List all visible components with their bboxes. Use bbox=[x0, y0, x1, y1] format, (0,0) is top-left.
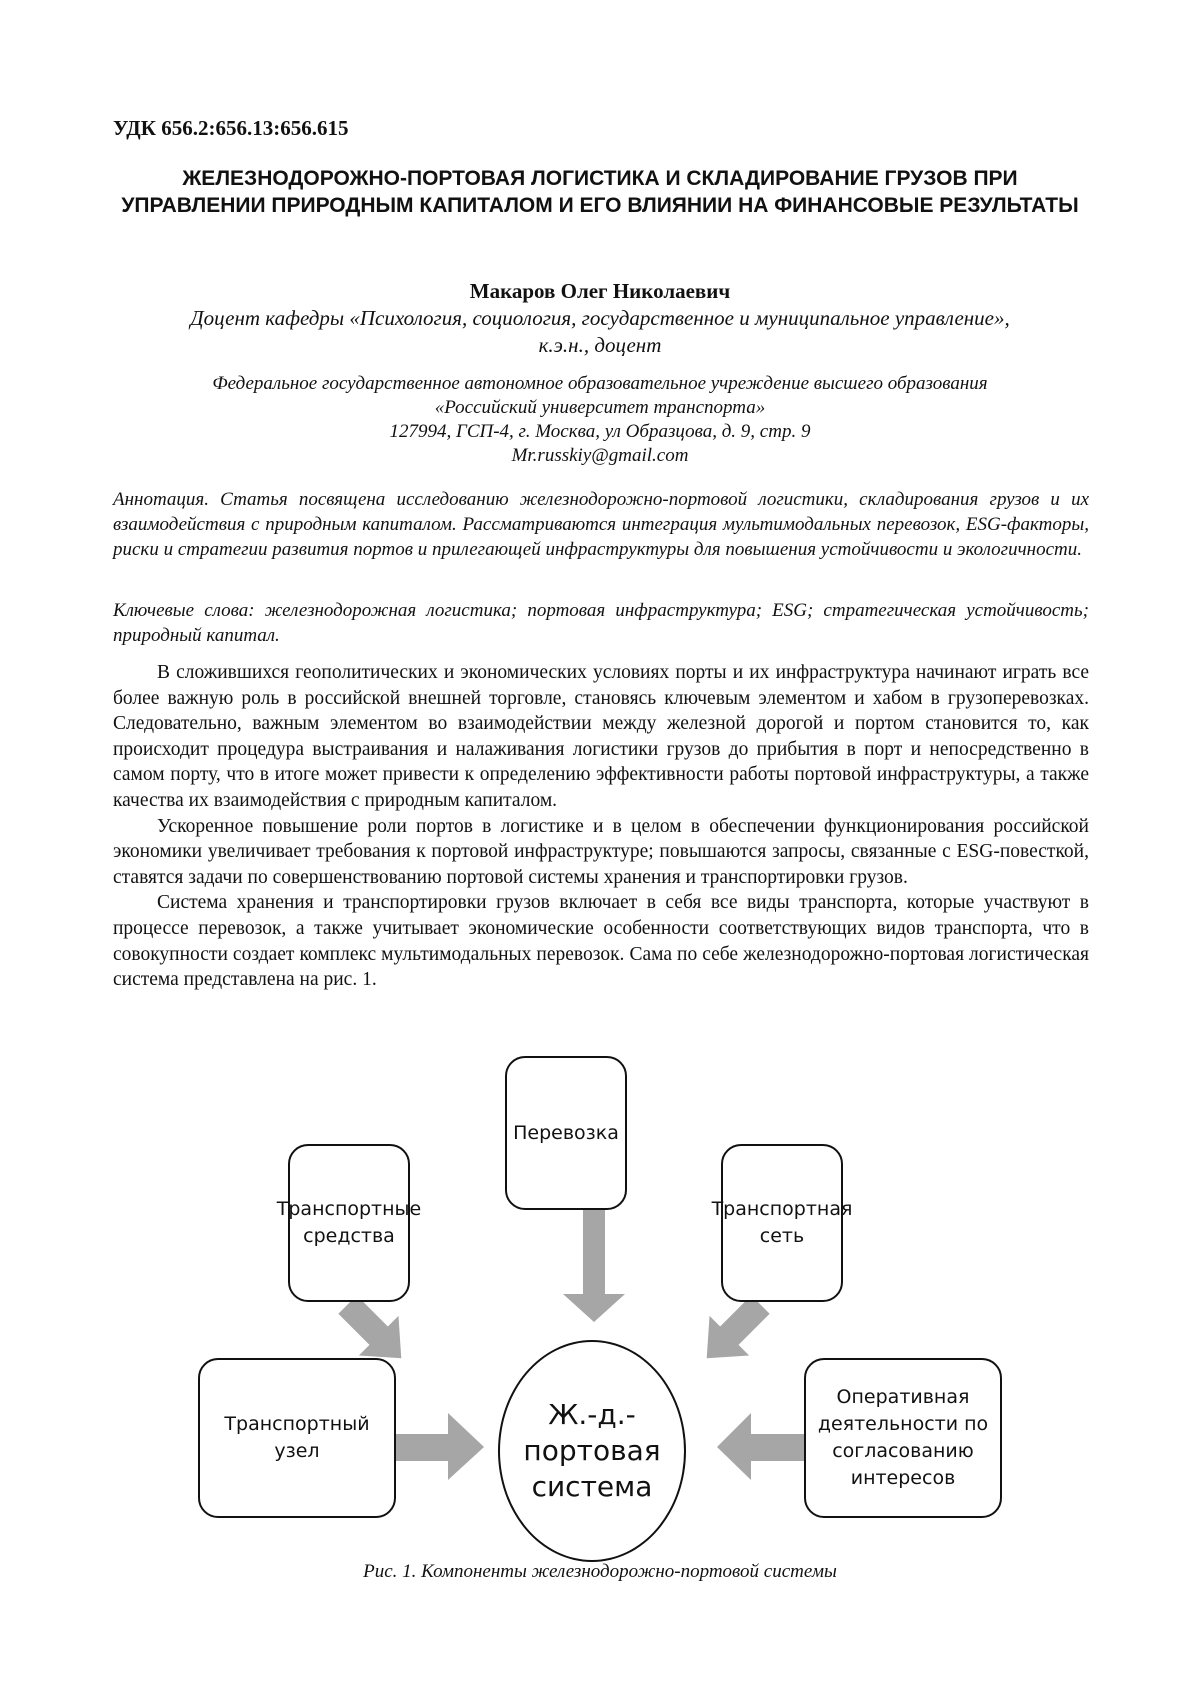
box-label: Оперативная bbox=[836, 1386, 970, 1408]
box-label: Перевозка bbox=[513, 1121, 619, 1144]
figure-caption: Рис. 1. Компоненты железнодорожно-портовой системы bbox=[363, 1561, 837, 1582]
box-label: Транспортный bbox=[224, 1413, 370, 1435]
center-label: система bbox=[531, 1470, 653, 1503]
box-label: согласованию bbox=[832, 1440, 974, 1462]
affiliation bbox=[110, 372, 1090, 468]
author-position-line: Доцент кафедры «Психология, социология, государственное и муниципальное управление», bbox=[190, 306, 1010, 330]
paragraph: Система хранения и транспортировки грузов включает в себя все виды транспорта, которые участвуют в процессе перевозок, а также учитывает экономические особенности соответствующих видов транспорта, что в совокупности создает комплекс мультимодальных перевозок. Сама по себе железнодорожно-портовая логистическая система представлена на рис. 1. bbox=[113, 892, 1089, 991]
box-label: деятельности по bbox=[817, 1413, 989, 1435]
center-label: портовая bbox=[523, 1434, 661, 1467]
affiliation-university: «Российский университет транспорта» bbox=[434, 397, 766, 418]
center-label: Ж.-д.- bbox=[548, 1398, 636, 1431]
box-transportation bbox=[505, 1056, 627, 1210]
author-name: Макаров Олег Николаевич bbox=[469, 279, 731, 303]
box-label: Транспортная bbox=[711, 1198, 853, 1220]
center-node-rail-port-system bbox=[498, 1340, 686, 1562]
box-label: сеть bbox=[759, 1225, 805, 1247]
box-label: Транспортные bbox=[276, 1198, 422, 1220]
arrow-top-down bbox=[563, 1210, 625, 1322]
author-position bbox=[110, 305, 1090, 359]
udk-code: УДК 656.2:656.13:656.615 bbox=[113, 116, 349, 140]
author-degree-line: к.э.н., доцент bbox=[538, 333, 662, 357]
paragraph: В сложившихся геополитических и экономических условиях порты и их инфраструктура начинают играть все более важную роль в российской внешней торговле, становясь ключевым элементом и хабом в грузоперевозках. Следовательно, важным элементом во взаимодействии между железной дорогой и портом становится то, как происходит процедура выстраивания и налаживания логистики грузов до прибытия в порт и непосредственно в самом порту, что в итоге может привести к определению эффективности работы портовой инфраструктуры, а также качества их взаимодействия с природным капиталом. bbox=[113, 662, 1089, 811]
box-vehicles bbox=[276, 1144, 422, 1302]
box-transport-network bbox=[711, 1144, 853, 1302]
abstract: Аннотация. Статья посвящена исследованию железнодорожно-портовой логистики, складирования грузов и их взаимодействия с природным капиталом. Рассматриваются интеграция мультимодальных перевозок, ESG-факторы, риски и стратегии развития портов и прилегающей инфраструктуры для повышения устойчивости и экологичности. bbox=[113, 489, 1089, 560]
box-label: средства bbox=[303, 1225, 395, 1247]
box-operational-activity bbox=[804, 1358, 1002, 1518]
keywords: Ключевые слова: железнодорожная логистика; портовая инфраструктура; ESG; стратегическая устойчивость; природный капитал. bbox=[113, 600, 1089, 646]
box-label: интересов bbox=[850, 1467, 956, 1489]
author-email[interactable]: Mr.russkiy@gmail.com bbox=[511, 445, 689, 466]
arrow-left-horizontal bbox=[396, 1413, 484, 1480]
box-label: узел bbox=[274, 1440, 320, 1462]
body-text bbox=[113, 660, 1089, 993]
box-transport-hub bbox=[198, 1358, 396, 1518]
arrow-right-horizontal bbox=[717, 1413, 804, 1480]
affiliation-address: 127994, ГСП-4, г. Москва, ул Образцова, д. 9, стр. 9 bbox=[389, 421, 811, 442]
article-title: ЖЕЛЕЗНОДОРОЖНО-ПОРТОВАЯ ЛОГИСТИКА И СКЛАДИРОВАНИЕ ГРУЗОВ ПРИ УПРАВЛЕНИИ ПРИРОДНЫМ КАПИТАЛОМ И ЕГО ВЛИЯНИИ НА ФИНАНСОВЫЕ РЕЗУЛЬТАТЫ bbox=[121, 167, 1079, 217]
affiliation-org: Федеральное государственное автономное образовательное учреждение высшего образования bbox=[212, 373, 988, 394]
paragraph: Ускоренное повышение роли портов в логистике и в целом в обеспечении функционирования российской экономики увеличивает требования к портовой инфраструктуре; повышаются запросы, связанные с ESG-повесткой, ставятся задачи по совершенствованию портовой системы хранения и транспортировки грузов. bbox=[113, 815, 1089, 888]
